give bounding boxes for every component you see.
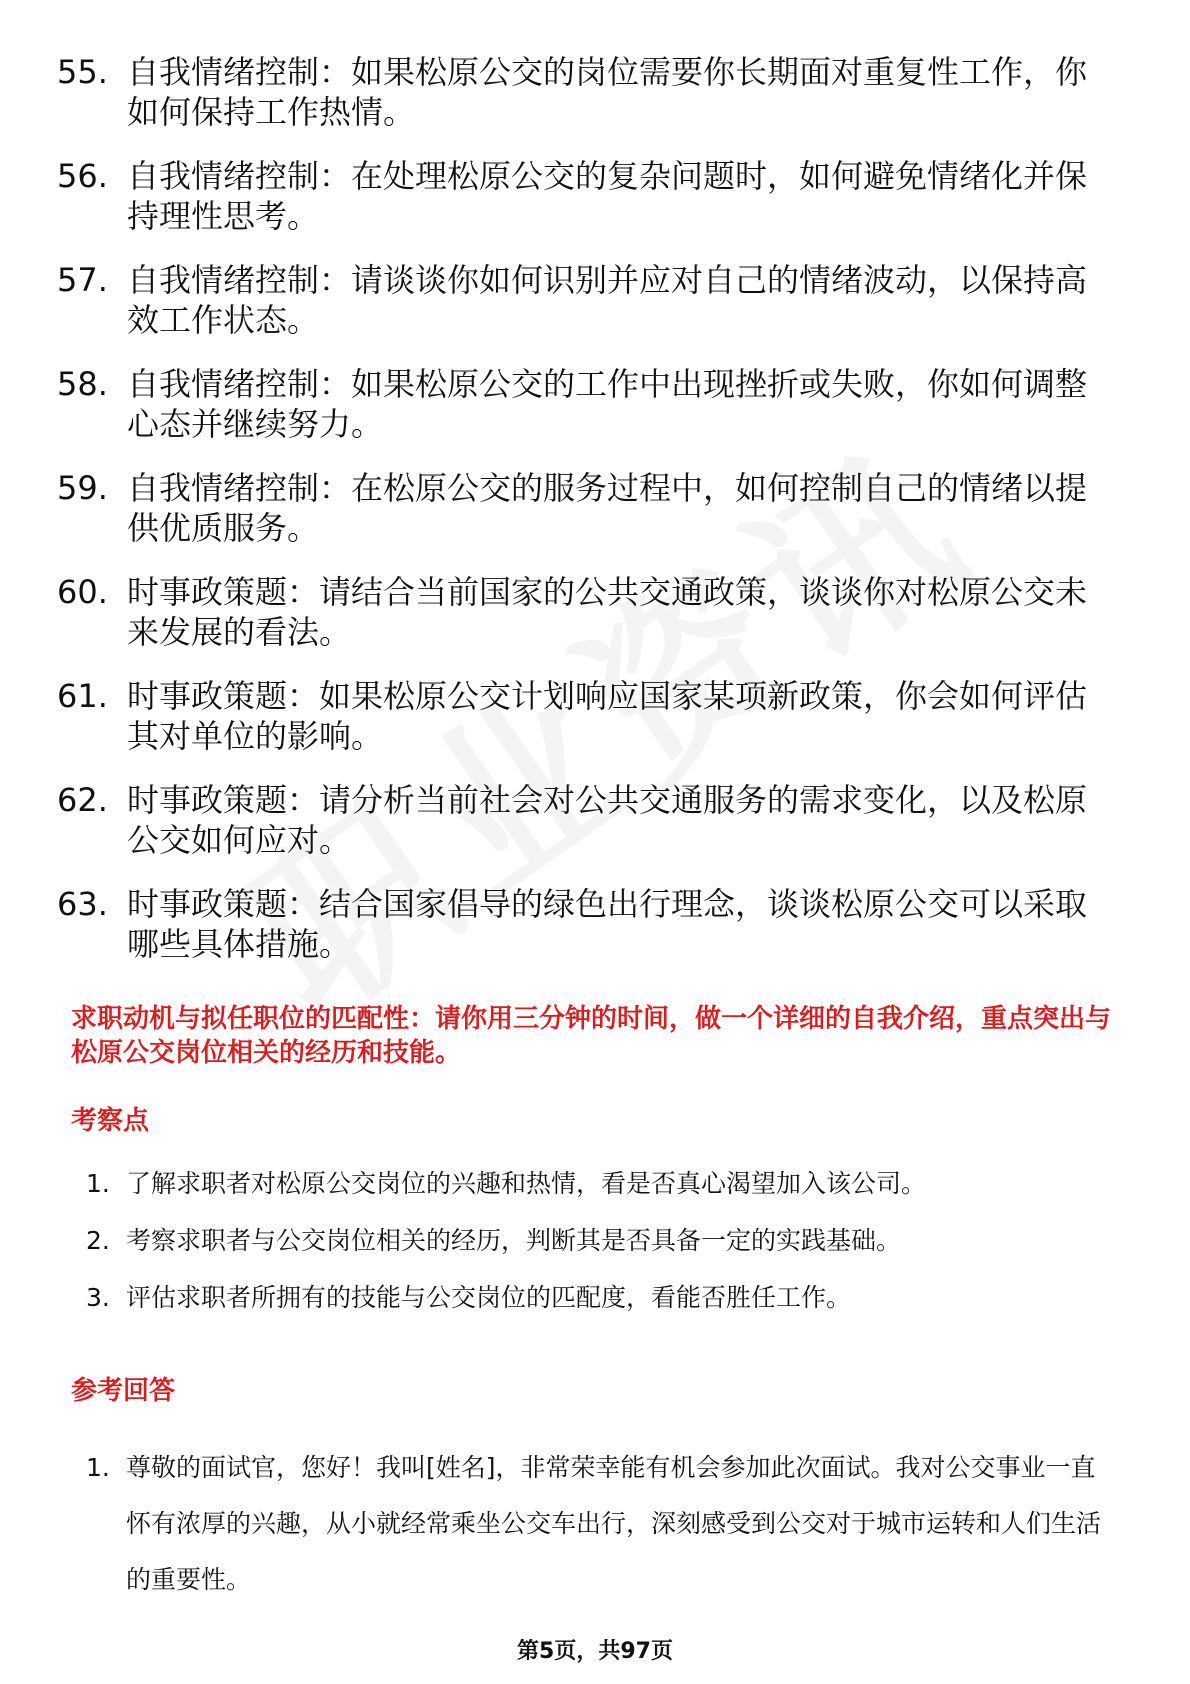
item-number: 58. [57,365,108,403]
list-item [0,572,1112,652]
item-number: 61. [57,677,108,715]
item-text: 自我情绪控制：在处理松原公交的复杂问题时，如何避免情绪化并保持理性思考。 [127,157,1088,235]
item-number: 1. [86,1453,110,1482]
section-heading-points: 考察点 [71,1106,150,1136]
item-text: 尊敬的面试官，您好！我叫[姓名]，非常荣幸能有机会参加此次面试。我对公交事业一直怀有浓厚的兴趣，从小就经常乘坐公交车出行，深刻感受到公交对于城市运转和人们生活的重要性。 [126,1453,1102,1594]
item-number: 56. [57,157,108,195]
list-item [0,1167,1116,1201]
item-text: 自我情绪控制：如果松原公交的工作中出现挫折或失败，你如何调整心态并继续努力。 [127,365,1088,443]
item-number: 1. [86,1169,110,1198]
item-number: 2. [86,1226,110,1255]
item-number: 55. [57,53,108,91]
question-list [0,52,1190,988]
item-text: 时事政策题：请分析当前社会对公共交通服务的需求变化，以及松原公交如何应对。 [127,781,1088,859]
item-number: 62. [57,781,108,819]
list-item [0,1281,1116,1315]
item-text: 时事政策题：如果松原公交计划响应国家某项新政策，你会如何评估其对单位的影响。 [127,677,1088,755]
item-number: 63. [57,885,108,923]
list-item [0,780,1112,860]
list-item [0,1440,1116,1608]
item-number: 57. [57,261,108,299]
list-item [0,884,1112,964]
item-number: 59. [57,469,108,507]
item-text: 评估求职者所拥有的技能与公交岗位的匹配度，看能否胜任工作。 [126,1283,852,1312]
item-text: 自我情绪控制：请谈谈你如何识别并应对自己的情绪波动，以保持高效工作状态。 [127,261,1088,339]
item-text: 时事政策题：结合国家倡导的绿色出行理念，谈谈松原公交可以采取哪些具体措施。 [127,885,1088,963]
answer-list [0,1440,1190,1608]
list-item [0,676,1112,756]
section-heading-answer: 参考回答 [71,1376,176,1406]
item-number: 60. [57,573,108,611]
item-text: 自我情绪控制：在松原公交的服务过程中，如何控制自己的情绪以提供优质服务。 [127,469,1088,547]
featured-question: 求职动机与拟任职位的匹配性：请你用三分钟的时间，做一个详细的自我介绍，重点突出与松原公交岗位相关的经历和技能。 [71,1004,1112,1068]
list-item [0,468,1112,548]
list-item [0,364,1112,444]
item-text: 自我情绪控制：如果松原公交的岗位需要你长期面对重复性工作，你如何保持工作热情。 [127,53,1088,131]
item-text: 时事政策题：请结合当前国家的公共交通政策，谈谈你对松原公交未来发展的看法。 [127,573,1088,651]
points-list [0,1167,1190,1338]
list-item [0,1224,1116,1258]
item-text: 了解求职者对松原公交岗位的兴趣和热情，看是否真心渴望加入该公司。 [126,1169,927,1198]
list-item [0,156,1112,236]
item-number: 3. [86,1283,110,1312]
list-item [0,52,1112,132]
list-item [0,260,1112,340]
page-footer: 第5页，共97页 [517,1639,673,1664]
item-text: 考察求职者与公交岗位相关的经历，判断其是否具备一定的实践基础。 [126,1226,902,1255]
